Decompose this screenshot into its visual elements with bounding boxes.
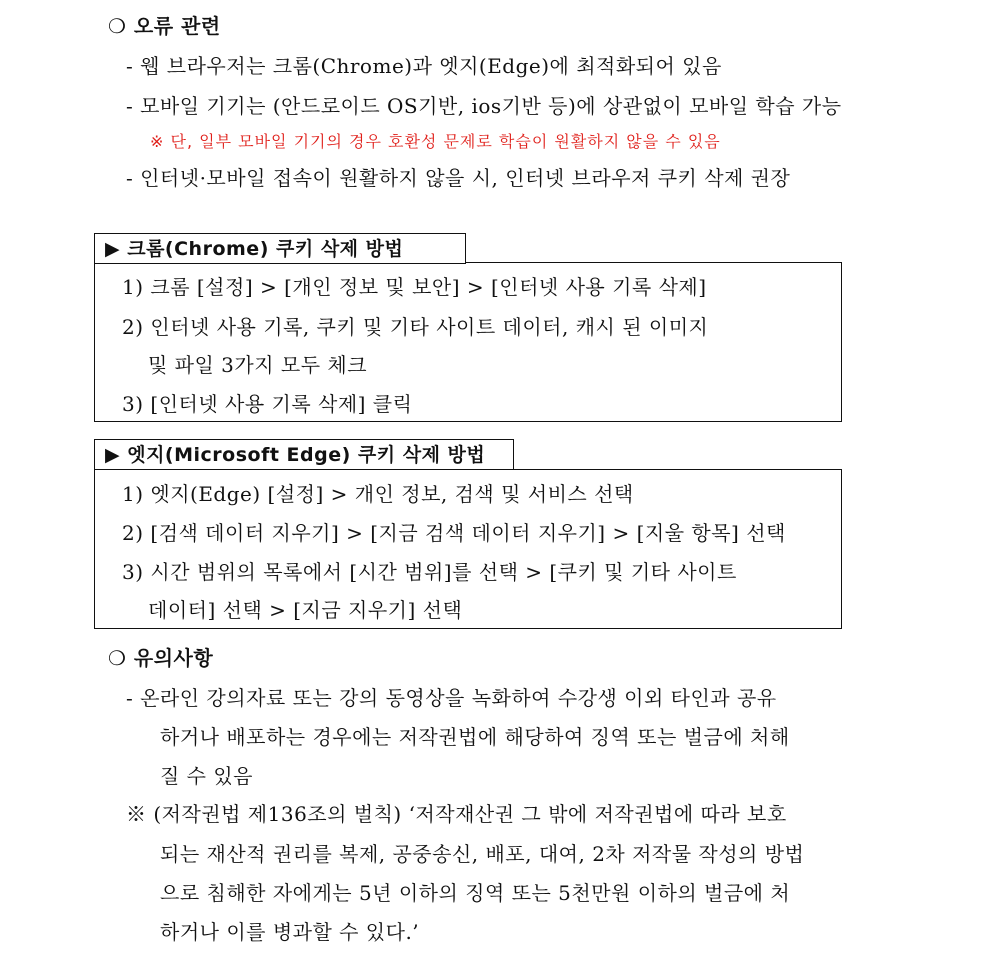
copyright-note-line-4: 하거나 이를 병과할 수 있다.’ — [160, 920, 420, 944]
copyright-note-line-1: ※ (저작권법 제136조의 벌칙) ‘저작재산권 그 밖에 저작권법에 따라 보호 — [126, 802, 787, 826]
chrome-box-title: ▶ 크롬(Chrome) 쿠키 삭제 방법 — [94, 233, 466, 264]
copyright-note-line-2: 되는 재산적 권리를 복제, 공중송신, 배포, 대여, 2차 저작물 작성의 방법 — [160, 842, 805, 866]
copyright-note-line-3: 으로 침해한 자에게는 5년 이하의 징역 또는 5천만원 이하의 벌금에 처 — [160, 881, 791, 905]
edge-step-2: 2) [검색 데이터 지우기] > [지금 검색 데이터 지우기] > [지울 항목] 선택 — [122, 521, 786, 545]
chrome-step-2-cont: 및 파일 3가지 모두 체크 — [148, 353, 368, 377]
edge-steps-box — [94, 469, 842, 629]
section-notice-title: ❍ 유의사항 — [108, 646, 214, 670]
mobile-compat-note: ※ 단, 일부 모바일 기기의 경우 호환성 문제로 학습이 원활하지 않을 수 있음 — [150, 132, 721, 151]
notice-line-3: 질 수 있음 — [160, 764, 253, 788]
error-item-cookie: - 인터넷·모바일 접속이 원활하지 않을 시, 인터넷 브라우저 쿠키 삭제 권장 — [126, 166, 791, 190]
chrome-step-2: 2) 인터넷 사용 기록, 쿠키 및 기타 사이트 데이터, 캐시 된 이미지 — [122, 315, 709, 339]
chrome-steps-box — [94, 262, 842, 422]
section-errors-title: ❍ 오류 관련 — [108, 14, 221, 38]
chrome-step-1: 1) 크롬 [설정] > [개인 정보 및 보안] > [인터넷 사용 기록 삭제] — [122, 275, 707, 299]
notice-line-1: - 온라인 강의자료 또는 강의 동영상을 녹화하여 수강생 이외 타인과 공유 — [126, 686, 777, 710]
notice-line-2: 하거나 배포하는 경우에는 저작권법에 해당하여 징역 또는 벌금에 처해 — [160, 725, 790, 749]
error-item-mobile: - 모바일 기기는 (안드로이드 OS기반, ios기반 등)에 상관없이 모바일 학습 가능 — [126, 94, 842, 118]
chrome-step-3: 3) [인터넷 사용 기록 삭제] 클릭 — [122, 392, 413, 416]
edge-step-3-cont: 데이터] 선택 > [지금 지우기] 선택 — [148, 598, 463, 622]
edge-step-1: 1) 엣지(Edge) [설정] > 개인 정보, 검색 및 서비스 선택 — [122, 482, 634, 506]
edge-box-title: ▶ 엣지(Microsoft Edge) 쿠키 삭제 방법 — [94, 439, 514, 470]
error-item-browser: - 웹 브라우저는 크롬(Chrome)과 엣지(Edge)에 최적화되어 있음 — [126, 54, 722, 78]
edge-step-3: 3) 시간 범위의 목록에서 [시간 범위]를 선택 > [쿠키 및 기타 사이트 — [122, 560, 737, 584]
